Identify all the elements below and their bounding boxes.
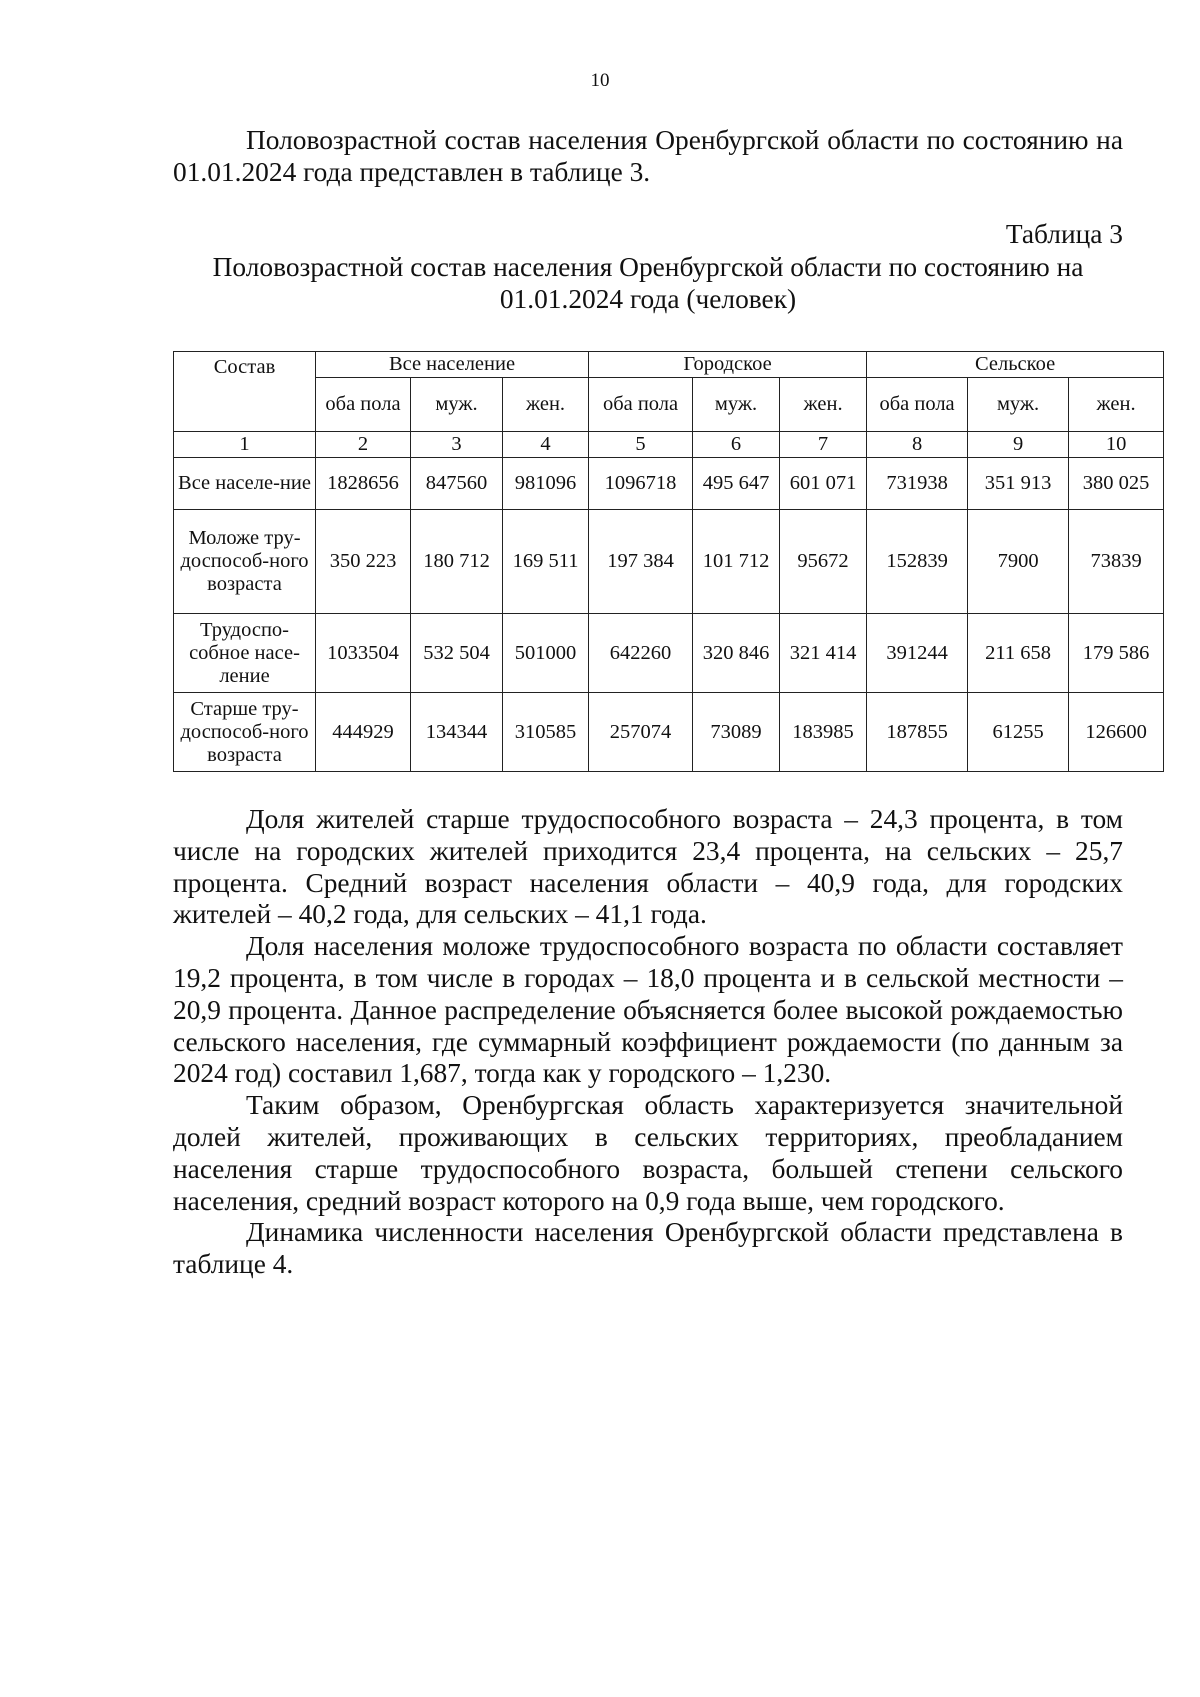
header-rural-female: жен. [1069, 378, 1164, 432]
column-number: 8 [867, 432, 968, 458]
page-number: 10 [590, 70, 610, 91]
table-cell: 183985 [780, 693, 867, 772]
table-cell: 101 712 [693, 510, 780, 614]
table-cell: 7900 [968, 510, 1069, 614]
table-title [173, 252, 1123, 316]
intro-paragraph: Половозрастной состав населения Оренбургской области по состоянию на 01.01.2024 года представлен в таблице 3. [173, 125, 1123, 187]
header-composition: Состав [174, 352, 316, 432]
header-urban-both: оба пола [589, 378, 693, 432]
table-cell: 501000 [503, 614, 589, 693]
table-cell: 391244 [867, 614, 968, 693]
header-group-rural: Сельское [867, 352, 1164, 378]
paragraph-dynamics-reference: Динамика численности населения Оренбургской области представлена в таблице 4. [173, 1217, 1123, 1280]
row-label: Трудоспо-собное насе-ление [174, 614, 316, 693]
header-group-urban: Городское [589, 352, 867, 378]
table-cell: 495 647 [693, 458, 780, 510]
table-cell: 180 712 [411, 510, 503, 614]
table-row [174, 458, 1164, 510]
table-cell: 257074 [589, 693, 693, 772]
row-label: Все населе-ние [174, 458, 316, 510]
header-all-both: оба пола [316, 378, 411, 432]
column-number: 9 [968, 432, 1069, 458]
header-urban-female: жен. [780, 378, 867, 432]
table-cell: 1033504 [316, 614, 411, 693]
table-row [174, 614, 1164, 693]
table-label: Таблица 3 [1005, 219, 1123, 249]
header-all-female: жен. [503, 378, 589, 432]
table-cell: 380 025 [1069, 458, 1164, 510]
header-rural-both: оба пола [867, 378, 968, 432]
table-cell: 532 504 [411, 614, 503, 693]
column-number: 1 [174, 432, 316, 458]
table-title-line-1: Половозрастной состав населения Оренбургской области по состоянию на [212, 252, 1084, 282]
body-text [173, 804, 1123, 1281]
table-cell: 1096718 [589, 458, 693, 510]
table-cell: 152839 [867, 510, 968, 614]
table-cell: 197 384 [589, 510, 693, 614]
table-cell: 321 414 [780, 614, 867, 693]
table-cell: 601 071 [780, 458, 867, 510]
table-title-line-2: 01.01.2024 года (человек) [499, 283, 797, 314]
table-cell: 320 846 [693, 614, 780, 693]
table-cell: 350 223 [316, 510, 411, 614]
table-cell: 310585 [503, 693, 589, 772]
column-number: 6 [693, 432, 780, 458]
column-number: 2 [316, 432, 411, 458]
column-number: 4 [503, 432, 589, 458]
table-cell: 61255 [968, 693, 1069, 772]
table-cell: 73089 [693, 693, 780, 772]
column-number: 10 [1069, 432, 1164, 458]
header-group-all: Все население [316, 352, 589, 378]
header-urban-male: муж. [693, 378, 780, 432]
table-row [174, 693, 1164, 772]
table-cell: 187855 [867, 693, 968, 772]
table-cell: 351 913 [968, 458, 1069, 510]
header-all-male: муж. [411, 378, 503, 432]
row-label: Старше тру-доспособ-ного возраста [174, 693, 316, 772]
paragraph-conclusion: Таким образом, Оренбургская область характеризуется значительной долей жителей, проживающих в сельских территориях, преобладанием населения старше трудоспособного возраста, большей степени сельского населения, средний возраст которого на 0,9 года выше, чем городского. [173, 1090, 1123, 1216]
table-cell: 642260 [589, 614, 693, 693]
table-cell: 95672 [780, 510, 867, 614]
paragraph-younger-share: Доля населения моложе трудоспособного возраста по области составляет 19,2 процента, в том числе в городах – 18,0 процента и в сельской местности – 20,9 процента. Данное распределение объясняется более высокой рождаемостью сельского населения, где суммарный коэффициент рождаемости (по данным за 2024 год) составил 1,687, тогда как у городского – 1,230. [173, 931, 1123, 1089]
paragraph-older-share: Доля жителей старше трудоспособного возраста – 24,3 процента, в том числе на городских жителей приходится 23,4 процента, на сельских – 25,7 процента. Средний возраст населения области – 40,9 года, для городских жителей – 40,2 года, для сельских – 41,1 года. [173, 804, 1123, 930]
table-cell: 169 511 [503, 510, 589, 614]
column-number: 7 [780, 432, 867, 458]
row-label: Моложе тру-доспособ-ного возраста [174, 510, 316, 614]
table-cell: 444929 [316, 693, 411, 772]
table-row [174, 510, 1164, 614]
column-number: 3 [411, 432, 503, 458]
table-cell: 1828656 [316, 458, 411, 510]
table-cell: 179 586 [1069, 614, 1164, 693]
table-cell: 731938 [867, 458, 968, 510]
table-cell: 134344 [411, 693, 503, 772]
header-rural-male: муж. [968, 378, 1069, 432]
column-number-row [174, 432, 1164, 458]
population-table [173, 351, 1164, 772]
table-cell: 211 658 [968, 614, 1069, 693]
table-cell: 981096 [503, 458, 589, 510]
table-cell: 847560 [411, 458, 503, 510]
table-cell: 126600 [1069, 693, 1164, 772]
table-cell: 73839 [1069, 510, 1164, 614]
column-number: 5 [589, 432, 693, 458]
